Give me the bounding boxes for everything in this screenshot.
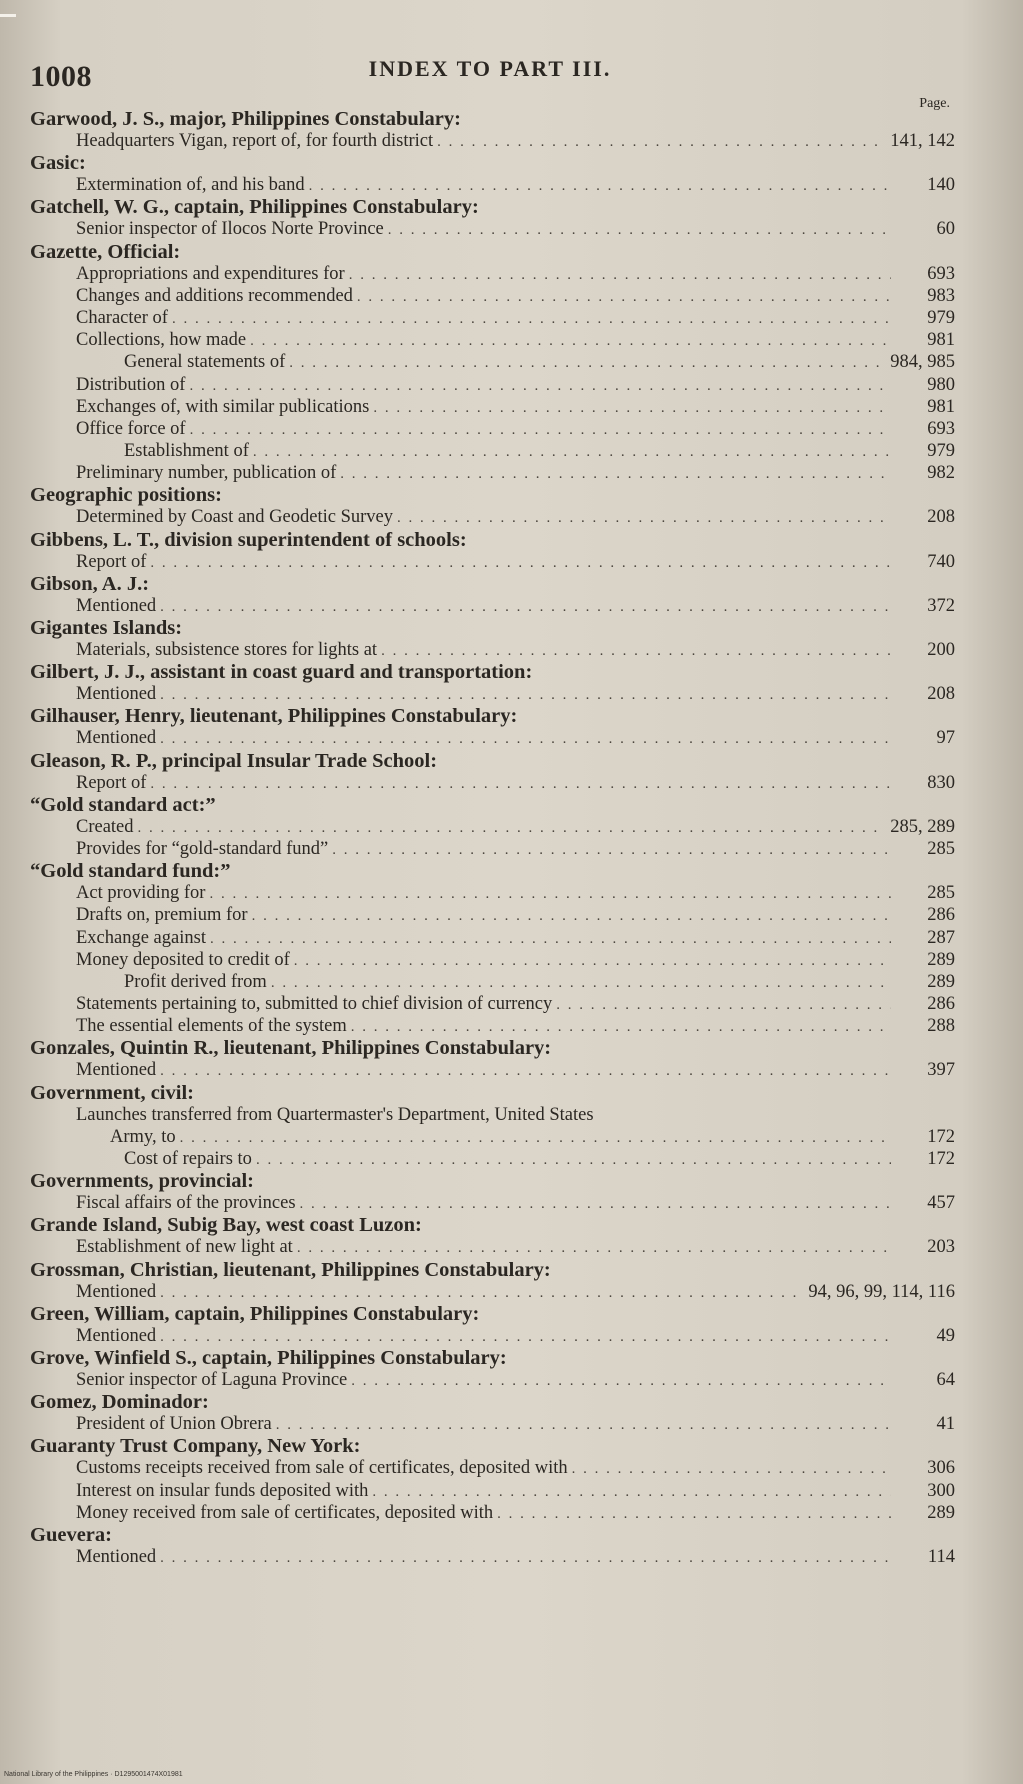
index-entry <box>30 1170 955 1214</box>
index-entry <box>30 794 955 860</box>
subitem-text: Army, to <box>110 1126 176 1147</box>
index-entry <box>30 1524 955 1568</box>
entry-heading: Gilhauser, Henry, lieutenant, Philippines Constabulary: <box>30 705 518 728</box>
page-reference: 285 <box>927 883 955 904</box>
index-entry <box>30 860 955 1037</box>
leader-dots <box>388 219 891 241</box>
entry-heading: Gazette, Official: <box>30 240 181 263</box>
subitem-text: Profit derived from <box>124 971 267 992</box>
entry-subitem <box>30 351 955 373</box>
entry-subitem <box>30 1236 955 1258</box>
leader-dots <box>351 1370 891 1392</box>
entry-subitem <box>30 1325 955 1347</box>
subitem-text: Changes and additions recommended <box>76 285 353 306</box>
entry-subitem <box>30 462 955 484</box>
leader-dots <box>437 131 886 153</box>
subitem-text: Mentioned <box>76 1281 157 1302</box>
page-title: INDEX TO PART III. <box>368 56 612 81</box>
entry-heading: Green, William, captain, Philippines Constabulary: <box>30 1302 480 1325</box>
entry-subitem <box>30 551 955 573</box>
subitem-text: Senior inspector of Ilocos Norte Province <box>76 219 384 240</box>
entry-subitem <box>30 1457 955 1479</box>
subitem-text: General statements of <box>124 352 286 373</box>
page-reference: 983 <box>927 285 955 306</box>
entry-heading: Gibson, A. J.: <box>30 572 150 595</box>
entry-subitem <box>30 1015 955 1037</box>
leader-dots <box>397 507 891 529</box>
entry-heading: Grossman, Christian, lieutenant, Philippines Constabulary: <box>30 1258 551 1281</box>
subitem-text: Mentioned <box>76 595 157 616</box>
subitem-text: Mentioned <box>76 728 157 749</box>
page-header <box>30 52 950 111</box>
subitem-text: Launches transferred from Quartermaster's Department, United States <box>76 1104 594 1125</box>
entry-subitem <box>30 1281 955 1303</box>
subitem-text: Act providing for <box>76 883 206 904</box>
entry-heading: Gatchell, W. G., captain, Philippines Constabulary: <box>30 196 479 219</box>
subitem-text: Materials, subsistence stores for lights at <box>76 640 378 660</box>
entry-subitem <box>30 285 955 307</box>
entry-heading: Geographic positions: <box>30 484 222 507</box>
entry-heading: Grande Island, Subig Bay, west coast Luzon: <box>30 1214 422 1237</box>
page-reference: 64 <box>936 1369 955 1390</box>
page-reference: 172 <box>927 1126 955 1147</box>
page-reference: 208 <box>927 684 955 705</box>
subitem-text: Establishment of new light at <box>76 1237 293 1258</box>
page-reference: 285, 289 <box>890 816 955 837</box>
entry-subitem <box>30 1369 955 1391</box>
page-reference: 208 <box>927 507 955 528</box>
entry-subitem <box>30 396 955 418</box>
entry-heading: “Gold standard act:” <box>30 793 216 816</box>
leader-dots <box>572 1458 891 1480</box>
page-reference: 287 <box>927 927 955 948</box>
leader-dots <box>253 441 891 463</box>
subitem-text: Statements pertaining to, submitted to chief division of currency <box>76 994 553 1015</box>
scan-edge-mark <box>0 14 16 17</box>
entry-subitem <box>30 838 955 860</box>
entry-subitem <box>30 971 955 993</box>
page-reference: 60 <box>936 219 955 240</box>
entry-subitem <box>30 927 955 949</box>
page-reference: 693 <box>927 418 955 439</box>
index-entry <box>30 705 955 749</box>
subitem-text: Establishment of <box>124 441 249 462</box>
subitem-text: Report of <box>76 551 147 572</box>
entry-subitem <box>30 882 955 904</box>
leader-dots <box>252 905 891 927</box>
entry-subitem <box>30 263 955 285</box>
page-reference: 49 <box>936 1325 955 1346</box>
entry-subitem <box>30 993 955 1015</box>
index-entry <box>30 750 955 794</box>
subitem-text: Money deposited to credit of <box>76 949 290 970</box>
leader-dots <box>276 1414 891 1436</box>
page-reference: 306 <box>927 1458 955 1479</box>
entry-subitem <box>30 374 955 396</box>
subitem-text: Money received from sale of certificates, deposited with <box>76 1502 494 1523</box>
page-column-label: Page. <box>919 96 950 111</box>
leader-dots <box>297 1237 891 1259</box>
subitem-text: Exchange against <box>76 927 206 948</box>
entry-subitem <box>30 639 955 661</box>
entry-subitem <box>30 1148 955 1170</box>
leader-dots <box>189 375 891 397</box>
entry-subitem <box>30 949 955 971</box>
index-entry <box>30 529 955 573</box>
page-reference: 97 <box>936 728 955 749</box>
leader-dots <box>150 773 891 795</box>
entry-heading: Governments, provincial: <box>30 1170 254 1193</box>
subitem-text: Headquarters Vigan, report of, for fourth district <box>76 131 434 151</box>
subitem-text: Extermination of, and his band <box>76 175 305 196</box>
page-reference: 397 <box>927 1060 955 1081</box>
subitem-text: Character of <box>76 307 168 328</box>
leader-dots <box>340 463 891 485</box>
entry-subitem <box>30 418 955 440</box>
page-reference: 286 <box>927 994 955 1015</box>
subitem-text: President of Union Obrera <box>76 1414 272 1435</box>
entry-heading: Gilbert, J. J., assistant in coast guard and transportation: <box>30 661 533 684</box>
page-reference: 94, 96, 99, 114, 116 <box>808 1281 955 1302</box>
page-reference: 981 <box>927 330 955 351</box>
page-reference: 114 <box>927 1546 955 1567</box>
leader-dots <box>160 596 891 618</box>
subitem-text: Appropriations and expenditures for <box>76 263 345 284</box>
page-reference: 981 <box>927 396 955 417</box>
leader-dots <box>209 883 891 905</box>
page-reference: 300 <box>927 1480 955 1501</box>
page-reference: 200 <box>927 640 955 660</box>
leader-dots <box>160 1326 891 1348</box>
subitem-text: Mentioned <box>76 684 157 705</box>
subitem-text: Mentioned <box>76 1325 157 1346</box>
subitem-text: Office force of <box>76 418 186 439</box>
subitem-text: Exchanges of, with similar publications <box>76 396 370 417</box>
entry-subitem <box>30 130 955 152</box>
page-reference: 979 <box>927 441 955 462</box>
leader-dots <box>160 728 891 750</box>
subitem-text: Fiscal affairs of the provinces <box>76 1193 296 1214</box>
leader-dots <box>160 1060 891 1082</box>
page-reference: 285 <box>927 838 955 859</box>
leader-dots <box>138 817 887 839</box>
index-entry <box>30 484 955 528</box>
subitem-text: Distribution of <box>76 374 186 395</box>
leader-dots <box>160 1282 804 1304</box>
subitem-text: Preliminary number, publication of <box>76 463 337 484</box>
entry-subitem <box>30 1546 955 1568</box>
leader-dots <box>556 994 891 1016</box>
leader-dots <box>381 640 891 662</box>
leader-dots <box>294 950 891 972</box>
entry-subitem <box>30 1480 955 1502</box>
index-entry <box>30 1347 955 1391</box>
index-entry <box>30 1391 955 1435</box>
index-entry <box>30 617 955 661</box>
entry-subitem <box>30 904 955 926</box>
page-reference: 289 <box>927 1502 955 1523</box>
page-reference: 286 <box>927 905 955 926</box>
leader-dots <box>180 1127 891 1149</box>
leader-dots <box>256 1149 891 1171</box>
index-entry <box>30 1303 955 1347</box>
index-entry <box>30 152 955 196</box>
leader-dots <box>309 175 891 197</box>
entry-subitem <box>30 440 955 462</box>
entry-subitem <box>30 218 955 240</box>
entry-subitem <box>30 772 955 794</box>
leader-dots <box>150 552 891 574</box>
entry-heading: Gomez, Dominador: <box>30 1391 209 1414</box>
index-entry <box>30 1037 955 1081</box>
leader-dots <box>497 1503 891 1525</box>
entry-heading: Gleason, R. P., principal Insular Trade School: <box>30 749 438 772</box>
index-entry <box>30 1214 955 1258</box>
subitem-text: The essential elements of the system <box>76 1016 347 1037</box>
entry-heading: Grove, Winfield S., captain, Philippines Constabulary: <box>30 1346 507 1369</box>
leader-dots <box>190 419 891 441</box>
page-reference: 984, 985 <box>890 352 955 373</box>
subitem-text: Interest on insular funds deposited with <box>76 1480 369 1501</box>
page-reference: 693 <box>927 263 955 284</box>
leader-dots <box>357 286 891 308</box>
page-reference: 980 <box>927 374 955 395</box>
entry-subitem <box>30 1502 955 1524</box>
page-reference: 982 <box>927 463 955 484</box>
leader-dots <box>160 684 891 706</box>
index-entry <box>30 661 955 705</box>
subitem-text: Provides for “gold-standard fund” <box>76 838 329 859</box>
subitem-text: Determined by Coast and Geodetic Survey <box>76 507 393 528</box>
leader-dots <box>373 397 891 419</box>
index-entry <box>30 1082 955 1171</box>
subitem-text: Drafts on, premium for <box>76 905 248 926</box>
entry-subitem <box>30 1126 955 1148</box>
entry-subitem <box>30 506 955 528</box>
page-reference: 830 <box>927 772 955 793</box>
subitem-text: Report of <box>76 772 147 793</box>
page-reference: 740 <box>927 551 955 572</box>
subitem-text: Cost of repairs to <box>124 1149 252 1169</box>
index-entry <box>30 196 955 240</box>
leader-dots <box>349 264 891 286</box>
subitem-text: Created <box>76 816 134 837</box>
index-list <box>30 108 955 1568</box>
entry-subitem <box>30 307 955 329</box>
leader-dots <box>160 1547 891 1569</box>
subitem-text: Customs receipts received from sale of certificates, deposited with <box>76 1458 568 1479</box>
page-reference: 457 <box>927 1193 955 1214</box>
page-reference: 979 <box>927 307 955 328</box>
entry-heading: Gasic: <box>30 152 86 175</box>
page-reference: 372 <box>927 595 955 616</box>
index-entry <box>30 1259 955 1303</box>
leader-dots <box>351 1016 891 1038</box>
subitem-text: Mentioned <box>76 1060 157 1081</box>
index-entry <box>30 108 955 152</box>
entry-heading: Gigantes Islands: <box>30 617 183 639</box>
entry-heading: “Gold standard fund:” <box>30 860 231 883</box>
entry-subitem <box>30 1059 955 1081</box>
source-footer: National Library of the Philippines · D1295001474X01981 <box>4 1771 183 1778</box>
entry-subitem <box>30 727 955 749</box>
entry-heading: Guevera: <box>30 1523 112 1546</box>
entry-heading: Gonzales, Quintin R., lieutenant, Philippines Constabulary: <box>30 1037 552 1060</box>
entry-subitem <box>30 1413 955 1435</box>
leader-dots <box>300 1193 891 1215</box>
entry-heading: Gibbens, L. T., division superintendent of schools: <box>30 528 467 551</box>
entry-subitem <box>30 1104 955 1126</box>
entry-subitem <box>30 1192 955 1214</box>
leader-dots <box>332 839 891 861</box>
page-reference: 288 <box>927 1016 955 1037</box>
leader-dots <box>372 1481 891 1503</box>
leader-dots <box>271 972 891 994</box>
entry-heading: Guaranty Trust Company, New York: <box>30 1435 361 1458</box>
leader-dots <box>210 928 891 950</box>
page-reference: 203 <box>927 1237 955 1258</box>
leader-dots <box>250 330 891 352</box>
subitem-text: Collections, how made <box>76 330 247 351</box>
index-entry <box>30 241 955 485</box>
page-reference: 41 <box>936 1414 955 1435</box>
entry-subitem <box>30 683 955 705</box>
leader-dots <box>289 352 886 374</box>
entry-subitem <box>30 595 955 617</box>
entry-subitem <box>30 174 955 196</box>
subitem-text: Senior inspector of Laguna Province <box>76 1369 348 1390</box>
page-reference: 172 <box>927 1149 955 1169</box>
entry-heading: Garwood, J. S., major, Philippines Constabulary: <box>30 108 461 130</box>
entry-heading: Government, civil: <box>30 1081 194 1104</box>
subitem-text: Mentioned <box>76 1546 157 1567</box>
page-reference: 289 <box>927 971 955 992</box>
page-reference: 289 <box>927 949 955 970</box>
entry-subitem <box>30 329 955 351</box>
index-entry <box>30 573 955 617</box>
page-number: 1008 <box>30 60 92 93</box>
page-reference: 140 <box>927 175 955 196</box>
page-reference: 141, 142 <box>890 131 955 151</box>
entry-subitem <box>30 816 955 838</box>
index-entry <box>30 1435 955 1524</box>
leader-dots <box>172 308 891 330</box>
